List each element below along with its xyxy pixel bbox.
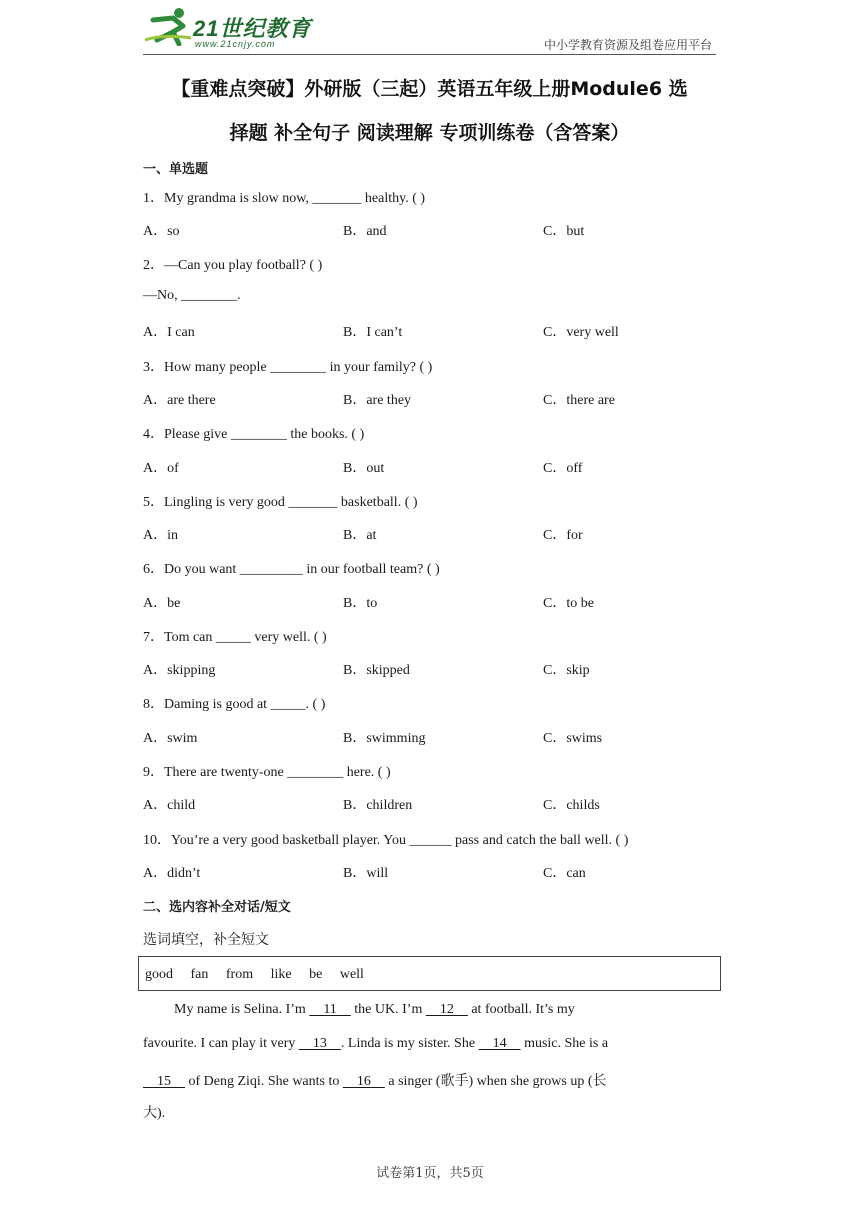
question-text: 5．Lingling is very good _______ basketball. ( ) [143,495,418,510]
option-a: A．in [143,528,178,543]
section-heading: 二、选内容补全对话/短文 [143,900,291,915]
passage-text: at football. It’s my [467,1002,575,1017]
passage-line [143,1036,716,1052]
question-text: 10．You’re a very good basketball player. You ______ pass and catch the ball well. ( ) [143,833,629,848]
option-b: B．are they [343,393,412,408]
passage-line: 大). [143,1106,166,1121]
question-text: 7．Tom can _____ very well. ( ) [143,630,327,645]
logo [143,6,313,49]
blank-12[interactable]: 12 [425,1002,468,1017]
option-a: A．so [143,224,180,239]
logo-text: 21世纪教育 [193,16,312,41]
question-text: 1．My grandma is slow now, _______ healthy. ( ) [143,191,426,206]
question-text: 9．There are twenty-one ________ here. ( ) [143,765,391,780]
instruction-text: 选词填空，补全短文 [143,932,269,948]
option-a: A．of [143,461,179,476]
passage-text: My name is Selina. I’m [174,1002,310,1017]
blank-13[interactable]: 13 [298,1036,341,1051]
word-bank-item: fan [190,967,209,982]
option-b: B．will [343,866,389,881]
runner-logo-icon [143,6,195,46]
option-b: B．at [343,528,377,543]
option-b: B．I can’t [343,325,403,340]
blank-11[interactable]: 11 [309,1002,351,1017]
option-a: A．are there [143,393,216,408]
question-text: 3．How many people ________ in your family? ( ) [143,360,433,375]
option-b: B．children [343,798,413,813]
option-c: C．can [543,866,586,881]
page-footer: 试卷第1页，共5页 [376,1166,484,1181]
passage-text: music. She is a [520,1036,609,1051]
page-title-line1: 【重难点突破】外研版（三起）英语五年级上册Module6 选 [171,78,688,100]
passage-text: . Linda is my sister. She [340,1036,479,1051]
option-a: A．I can [143,325,195,340]
option-b: B．to [343,596,378,611]
word-bank-item: be [309,967,323,982]
blank-14[interactable]: 14 [478,1036,521,1051]
option-a: A．be [143,596,181,611]
section-heading: 一、单选题 [143,162,209,177]
word-bank-item: well [339,967,364,982]
option-c: C．very well [543,325,619,340]
word-bank [138,956,721,991]
passage-text: the UK. I’m [350,1002,426,1017]
option-c: C．there are [543,393,615,408]
option-b: B．and [343,224,387,239]
option-c: C．swims [543,731,603,746]
question-text: 4．Please give ________ the books. ( ) [143,427,365,442]
question-text: 8．Daming is good at _____. ( ) [143,697,326,712]
page-header [143,0,716,55]
option-c: C．but [543,224,585,239]
option-b: B．skipped [343,663,410,678]
option-b: B．out [343,461,385,476]
option-c: C．off [543,461,583,476]
blank-16[interactable]: 16 [342,1074,385,1089]
platform-label: 中小学教育资源及组卷应用平台 [543,38,712,52]
option-a: A．child [143,798,196,813]
option-a: A．swim [143,731,198,746]
question-text: 2．—Can you play football? ( ) [143,258,323,273]
logo-url: www.21cnjy.com [195,39,276,49]
blank-15[interactable]: 15 [143,1074,185,1089]
question-text: 6．Do you want _________ in our football team? ( ) [143,562,440,577]
passage-text: favourite. I can play it very [143,1036,299,1051]
passage-line [143,1070,716,1090]
page-title-line2: 择题 补全句子 阅读理解 专项训练卷（含答案） [229,122,630,144]
option-c: C．skip [543,663,590,678]
option-b: B．swimming [343,731,426,746]
word-bank-item: good [145,967,173,982]
question-reply-line: —No, ________. [143,288,241,303]
option-a: A．didn’t [143,866,201,881]
word-bank-item: from [225,967,254,982]
option-c: C．for [543,528,583,543]
passage-text: a singer (歌手) when she grows up (长 [384,1074,607,1089]
word-bank-item: like [270,967,292,982]
passage-text: of Deng Ziqi. She wants to [185,1074,343,1089]
option-c: C．to be [543,596,594,611]
option-c: C．childs [543,798,600,813]
passage-line [143,1002,747,1018]
option-a: A．skipping [143,663,216,678]
